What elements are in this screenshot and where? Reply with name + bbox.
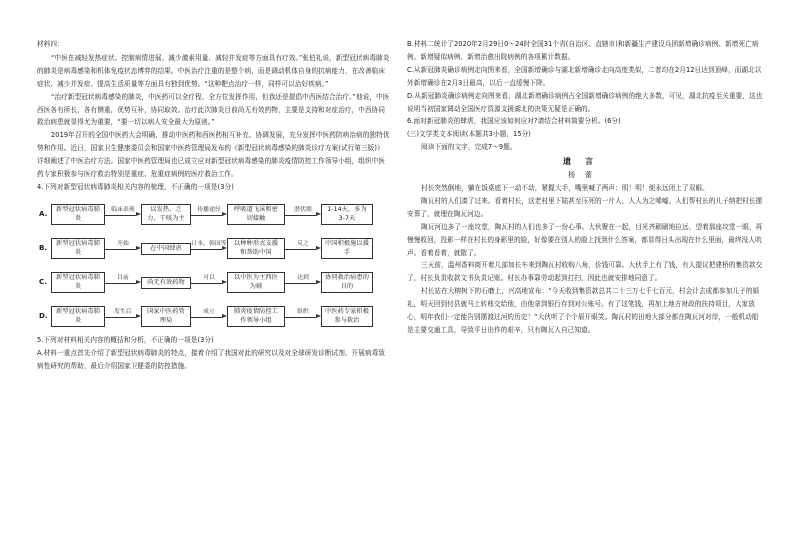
diagram-box: 新型冠状病毒肺炎 [51,238,105,259]
diagram-arrow [191,240,227,253]
arrow-label: 组织 [297,308,309,315]
arrow-label: 传播途径 [197,206,221,213]
arrow-label: 达到 [297,274,309,281]
diagram-box: 肺炎疫情防控工作领导小组 [227,306,285,327]
diagram-box: 新型冠状病毒肺炎 [51,204,105,225]
paragraph: 2019年召开的全国中医药大会明确，推动中医药和西医药相互补充、协调发展，充分发挥中医药防病治病的独特优势和作用。近日，国家卫生健康委员会和国家中医药管理局发布的《新型冠状病毒感染的肺炎诊疗方案(试行第三版)》详细阐述了中医治疗方法。国家中医药管理局也已成立应对新型冠状病毒感染的肺炎疫情防控工作领导小组，组织中医药专家积极参与医疗救治特别是重症、危重症病例的医疗救治工作。 [37,131,390,179]
story-title: 遗言 [563,157,607,167]
diagram-row-b [39,232,390,266]
question-5-option-d: D.从新冠肺炎确诊病例走向图来看，湖北新增确诊病例占全国新增确诊病例的绝大多数，可见，湖北抗疫至关重要，这也说明当初国家调动全国医疗资源支援湖北的决策无疑是正确的。 [407,91,763,113]
option-label: A. [39,210,48,219]
story-paragraph: 陶瓦村的人们凑了过来。看着村长，这老村里下陆甚至压死的一片人，人人为之唏嘘。人们帮村长的儿子纳把村长摆安葬了，就埋在陶瓦河边。 [407,196,763,218]
diagram-arrow [191,206,227,219]
diagram-arrow [285,206,321,219]
diagram-arrow [285,308,321,321]
diagram-row-a [39,198,390,232]
story-author: 杨蕾 [568,171,602,180]
diagram-arrow [105,240,141,253]
diagram-box: 尚无有效药物 [141,277,191,290]
diagram-box: 在中国肆虐 [141,243,191,256]
question-4-diagram [39,198,390,334]
question-5-option-c: C.从新冠肺炎确诊病例走向图来看，全国新增确诊与湖北新增确诊走向高度类似，二者均在2月12日达到顶峰，而湖北以外新增确诊在2月3日最高，以后一直缓慢下降。 [407,65,762,87]
option-label: D. [39,312,48,321]
diagram-arrow [191,274,227,287]
arrow-label: 日本、韩国等 [191,240,227,247]
diagram-box: 中国积极施以援手 [321,238,373,259]
diagram-box: 国家中医药管理局 [141,306,191,327]
diagram-box: 以发热、乏力、干咳为主 [141,204,191,225]
question-5: 5.下列对材料相关内容的概括和分析，不正确的一项是(3分) [37,335,214,344]
diagram-row-d [39,300,390,334]
diagram-arrow [285,274,321,287]
diagram-arrow [285,240,321,253]
arrow-label: 发生后 [114,308,132,315]
paragraph: “治疗新型冠状病毒感染的肺炎，中医药可以全疗程、全方位发挥作用，但我还是提倡中西医结合治疗。”他说，中医西医各有所长，各有侧重，优势互补，协同取效。治疗此次肺炎目前尚无有效药物，主要是支持和对症治疗，中西协同救治病患就显得尤为重要，“要一切以病人安全最大为原则。” [37,92,390,127]
material-label: 材料四： [37,40,64,48]
diagram-arrow [191,308,227,321]
story-paragraph: 村长站在大榕树下的石磨上，兴高地宣布：“今天收到集资款总共二十三万七千七百元，村会计去成都参加儿子的婚礼，明天回到付县就马上转账交给他，由他拿到银行存到对公账号。有了这笔钱，再加上地方财政的扶持项目，大家放心，明年我们一定能告别摆渡过河的历史！”大伙听了个个眉开眼笑。陶瓦村的田地大部分都在陶瓦河对岸，一般机动船是主要交通工具，导致平日出作的艰辛，只有陶瓦人自己知道。 [407,287,760,334]
arrow-label: 临床表现 [111,206,135,213]
diagram-row-c [39,266,390,300]
arrow-label: 成立 [203,308,215,315]
arrow-label: 目前 [117,274,129,281]
section-heading: (三)文学类文本阅读(本题共3小题，15分) [407,130,531,139]
question-4: 4.下列对新型冠状病毒肺炎相关内容的梳理，不正确的一项是(3分) [37,182,234,191]
right-column [407,38,763,337]
arrow-label: 可以 [203,274,215,281]
story-paragraph: 三天前，温州香料商开着几部加长车来到陶瓦村收购八角，价钱可靠。大伙手上有了钱，有人提议把建桥的集资款交了，村长负责收款文书负责记账。村长办事靠劳动起到打扫，因此也就安排地同意了。 [407,261,763,283]
option-label: C. [39,278,47,287]
reading-instruction: 阅读下面的文字，完成7～9题。 [421,143,517,152]
diagram-box: 以中医为主西医为辅 [227,272,285,293]
diagram-box: 1-14天，多为3-7天 [321,204,373,225]
diagram-arrow [105,308,141,321]
paragraph: “中医在减轻发热症状、控制病情进展、减少激素用量、减轻并发症等方面具有疗效。”张伯礼说，新型冠状病毒肺炎的肺炎是病毒感染和机体免疫状态博弈的结果。中医治疗注重的是整个病，而是调动机体自身的抗病能力，在改善临床症状、减少并发症、提高生活质量等方面具有独到优势。“这种靶点治疗一样，同样可以治好疾病。” [37,53,390,88]
diagram-box: 呼吸道飞沫和密切接触 [227,204,285,225]
story-paragraph: 陶瓦河边多了一座坟堂，陶瓦村的人们也多了一份心事。大伙聚在一起，目光齐刷刷地拉远，望着那座坟堂一眼，再慢慢收回，投影一样在村长的身影里的脸，好像要在别人的脸上找到什么答案，都显得日头出现在什么里面，最终没人吭声。看着看着，就散了。 [407,222,763,257]
diagram-arrow [105,274,141,287]
arrow-label: 潜伏期 [294,206,312,213]
diagram-box: 协同救治病患的目的 [321,272,373,293]
diagram-box: 新型冠状病毒肺炎 [51,306,105,327]
diagram-box: 中医药专家积极参与救治 [321,306,373,327]
question-5-option-a: A.材料一重点首先介绍了新型冠状病毒肺炎的特点，接着介绍了我国对此的研究以及对全球研发诊断试剂、开展病毒致病性研究的帮助，最后介绍国家卫健委的防控措施。 [37,348,386,370]
option-label: B. [39,244,48,253]
story-paragraph: 村长突然倒地，躺在饭桌底下一动不动，紧握大手，嘴里喊了两声：明！明！便永远闭上了双眼。 [421,183,709,192]
diagram-box: 以种种形式支援和帮助中国 [227,238,285,259]
question-5-option-b: B.材料二统计了2020年2月29日0～24时全国31个省(自治区、直辖市)和新疆生产建设兵团新增确诊病例、新增死亡病例、新增疑似病例、新增治愈出院病例的各项累计数据。 [407,40,759,61]
arrow-label: 开始 [117,240,129,247]
left-column [37,38,390,373]
diagram-box: 新型冠状病毒肺炎 [51,272,105,293]
arrow-label: 反之 [297,240,309,247]
diagram-arrow [105,206,141,219]
question-6: 6.面对新冠肺炎的肆虐，我国应该如何应对?请结合材料简要分析。(6分) [407,117,621,126]
